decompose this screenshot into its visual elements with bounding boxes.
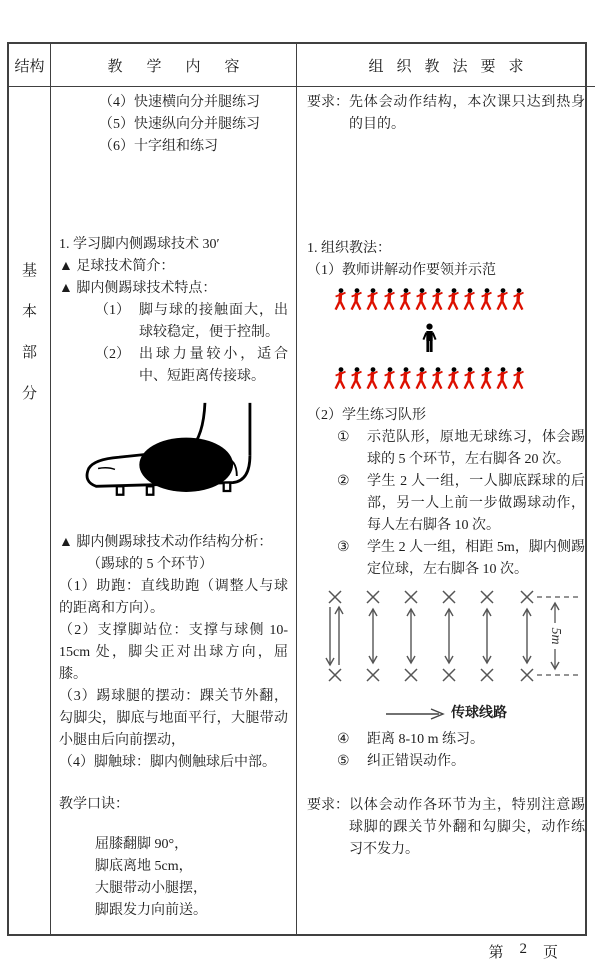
analysis-step: （4）脚触球：脚内侧触球后中部。: [59, 755, 276, 770]
item-text: 距离 8-10 m 练习。: [367, 732, 485, 747]
item-number: ④: [337, 732, 350, 747]
mnemonic-line: 脚底离地 5cm，: [95, 859, 193, 874]
player-x-marker: [443, 669, 455, 681]
student-icon: [430, 367, 444, 390]
foot-inside-kick-figure: [59, 401, 288, 506]
structure-char: 基: [21, 263, 37, 279]
student-icon: [430, 288, 444, 311]
player-x-marker: [521, 591, 533, 603]
structure-cell: [9, 87, 51, 934]
warmup-item: （6）十字组和练习: [99, 139, 218, 154]
lesson-plan-table: [7, 42, 587, 936]
student-icon: [462, 367, 476, 390]
student-icon: [365, 288, 379, 311]
student-icon: [495, 288, 509, 311]
analysis-step: （2）支撑脚站位：支撑与球侧 10-15cm 处，脚尖正对出球方向，屈膝。: [59, 623, 288, 682]
feature-item: [59, 344, 288, 388]
feature-text: 脚与球的接触面大，出球较稳定，便于控制。: [139, 303, 288, 340]
practice-item: [307, 427, 585, 471]
mnemonic-line: 大腿带动小腿摆，: [95, 881, 207, 896]
footer-page-number: 2: [519, 941, 527, 957]
player-x-marker: [443, 591, 455, 603]
student-icon: [365, 367, 379, 390]
student-icon: [414, 288, 428, 311]
structure-char: 分: [21, 386, 37, 402]
item-text: 学生 2 人一组，相距 5m，脚内侧踢定位球，左右脚各 10 次。: [367, 540, 585, 577]
student-icon: [495, 367, 509, 390]
mnemonic-title: 教学口诀：: [59, 797, 129, 812]
feature-item: [59, 300, 288, 344]
student-row: [333, 367, 525, 390]
student-icon: [398, 367, 412, 390]
practice-title: （2）学生练习队形: [307, 408, 426, 423]
foot-ball-icon: [74, 401, 274, 506]
item-text: 学生 2 人一组，一人脚底踩球的后部，另一人上前一步做踢球动作，每人左右脚各 10 次。: [367, 474, 585, 533]
player-x-marker: [521, 669, 533, 681]
method-title: 1. 组织教法：: [307, 241, 391, 256]
player-x-marker: [481, 591, 493, 603]
requirement-top: [307, 92, 585, 136]
student-icon: [349, 367, 363, 390]
analysis-step: （3）踢球腿的摆动：踝关节外翻，勾脚尖，脚底与地面平行，大腿带动小腿由后向前摆动，: [59, 689, 288, 748]
header-teaching-content-label: 教学内容: [107, 58, 264, 75]
student-icon: [479, 288, 493, 311]
player-x-marker: [329, 591, 341, 603]
intro-bullet: ▲ 足球技术简介：: [59, 259, 175, 274]
player-x-marker: [405, 591, 417, 603]
footer-suffix: 页: [542, 945, 558, 961]
distance-label: 5m: [547, 627, 563, 645]
legend-text: 传球线路: [451, 706, 507, 721]
player-x-marker: [367, 591, 379, 603]
feature-label: （2）: [95, 347, 130, 362]
practice-item: [307, 729, 585, 751]
structure-char: 本: [21, 304, 37, 320]
passing-route-legend: [307, 703, 585, 725]
features-bullet: ▲ 脚内侧踢球技术特点：: [59, 281, 217, 296]
teaching-content-cell: [51, 87, 297, 934]
lesson-title: 1. 学习脚内侧踢球技术 30′: [59, 237, 220, 252]
requirement-text: 以体会动作各环节为主，特别注意踢球脚的踝关节外翻和勾脚尖，动作练习不发力。: [349, 798, 585, 857]
mnemonic-block: [59, 834, 288, 922]
header-teaching-content: [51, 44, 297, 87]
organization-cell: [297, 87, 595, 934]
requirement-label: 要求：: [307, 95, 349, 110]
student-icon: [349, 288, 363, 311]
mnemonic-line: 屈膝翻脚 90°，: [95, 837, 189, 852]
feature-text: 出球力量较小，适合中、短距离传接球。: [139, 347, 288, 384]
teacher-icon: [421, 323, 438, 354]
long-arrow-icon: [385, 708, 449, 720]
analysis-subtitle: （踢球的 5 个环节）: [87, 557, 213, 572]
requirement-bottom: [307, 795, 585, 861]
student-icon: [511, 367, 525, 390]
warmup-item: （4）快速横向分并腿练习: [99, 95, 260, 110]
player-x-marker: [405, 669, 417, 681]
mnemonic-line: 脚跟发力向前送。: [95, 903, 207, 918]
student-icon: [333, 367, 347, 390]
item-number: ③: [337, 540, 350, 555]
item-number: ⑤: [337, 754, 350, 769]
analysis-title: ▲ 脚内侧踢球技术动作结构分析：: [59, 535, 273, 550]
page-footer: [488, 941, 558, 962]
player-x-marker: [329, 669, 341, 681]
student-icon: [333, 288, 347, 311]
passing-drill-diagram: [315, 585, 585, 689]
footer-prefix: 第: [488, 945, 504, 961]
player-x-marker: [367, 669, 379, 681]
analysis-step: （1）助跑：直线助跑（调整人与球的距离和方向）。: [59, 579, 288, 616]
student-icon: [511, 288, 525, 311]
student-icon: [398, 288, 412, 311]
formation-diagram: [333, 288, 525, 390]
student-icon: [382, 367, 396, 390]
warmup-item: （5）快速纵向分并腿练习: [99, 117, 260, 132]
header-structure: [9, 44, 51, 87]
requirement-text: 先体会动作结构，本次课只达到热身的目的。: [349, 95, 585, 132]
header-organization-label: 组织教法要求: [368, 58, 537, 75]
player-x-marker: [481, 669, 493, 681]
student-icon: [382, 288, 396, 311]
header-structure-label: 结构: [14, 58, 45, 75]
structure-char: 部: [21, 345, 37, 361]
student-icon: [446, 367, 460, 390]
header-organization: [297, 44, 595, 87]
requirement-label: 要求：: [307, 798, 349, 813]
student-icon: [462, 288, 476, 311]
item-text: 示范队形，原地无球练习，体会踢球的 5 个环节，左右脚各 20 次。: [367, 430, 585, 467]
practice-item: [307, 471, 585, 537]
feature-label: （1）: [95, 303, 130, 318]
item-number: ①: [337, 430, 350, 445]
practice-item: [307, 751, 585, 773]
method-item: （1）教师讲解动作要领并示范: [307, 263, 496, 278]
student-icon: [414, 367, 428, 390]
item-number: ②: [337, 474, 350, 489]
student-row: [333, 288, 525, 311]
student-icon: [446, 288, 460, 311]
teacher-row: [333, 323, 525, 355]
practice-item: [307, 537, 585, 581]
item-text: 纠正错误动作。: [367, 754, 465, 769]
student-icon: [479, 367, 493, 390]
